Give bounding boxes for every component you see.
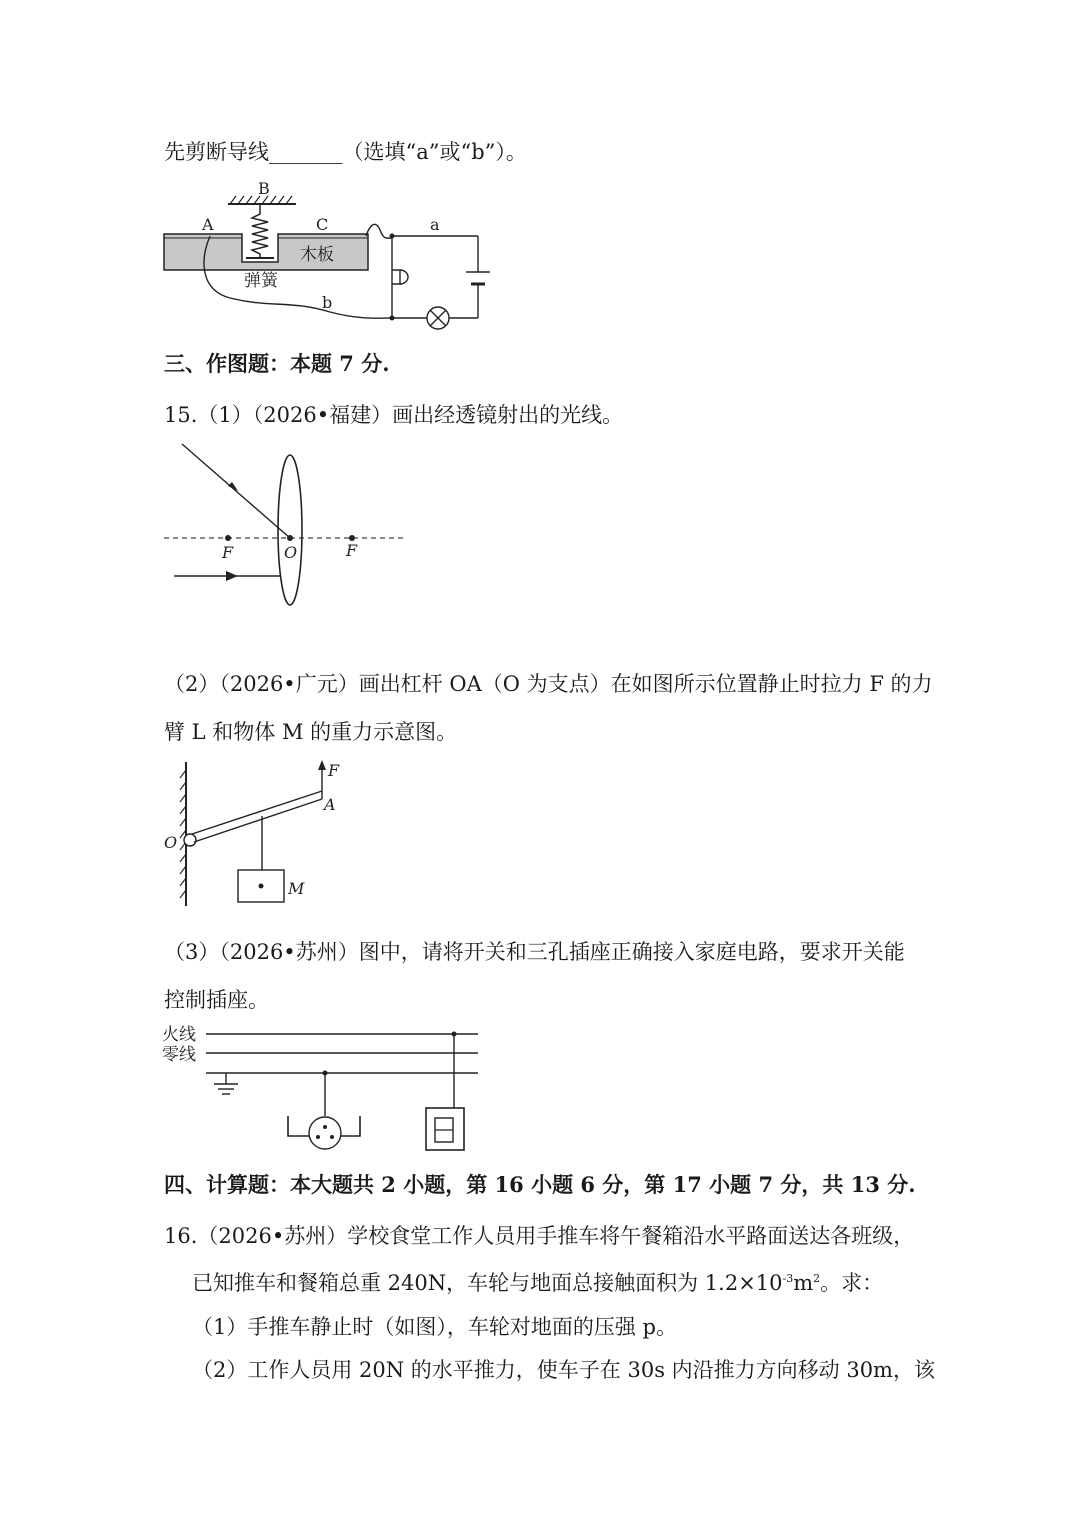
q16-line1: 16.（2026•苏州）学校食堂工作人员用手推车将午餐箱沿水平路面送达各班级， bbox=[164, 1224, 915, 1248]
label-O: O bbox=[284, 543, 298, 562]
label-F: F bbox=[328, 761, 340, 780]
label-live-wire: 火线 bbox=[162, 1025, 196, 1045]
label-wire-b: b bbox=[322, 293, 333, 312]
label-A: A bbox=[202, 215, 214, 234]
figure-lens bbox=[160, 440, 410, 610]
q14-tail-text: 先剪断导线_______（选填“a”或“b”）。 bbox=[164, 140, 527, 164]
section4-title: 四、计算题：本大题共 2 小题，第 16 小题 6 分，第 17 小题 7 分，共 13 分. bbox=[164, 1172, 916, 1197]
label-C: C bbox=[316, 215, 329, 234]
section3-title: 三、作图题：本题 7 分. bbox=[164, 351, 390, 376]
label-F-left: F bbox=[222, 543, 234, 562]
label-A: A bbox=[324, 795, 336, 814]
label-O: O bbox=[164, 833, 178, 852]
label-F-right: F bbox=[346, 541, 358, 560]
q15-3-line2: 控制插座。 bbox=[164, 988, 269, 1012]
q16-line2-end: 。求： bbox=[820, 1271, 884, 1295]
label-wire-a: a bbox=[430, 215, 440, 234]
q16-line2 bbox=[192, 1269, 883, 1297]
q15-2-line2: 臂 L 和物体 M 的重力示意图。 bbox=[164, 720, 458, 744]
label-spring: 弹簧 bbox=[244, 271, 278, 291]
q16-unit: m bbox=[793, 1271, 814, 1295]
label-wood: 木板 bbox=[300, 245, 334, 265]
label-M: M bbox=[288, 879, 305, 898]
figure-spring-circuit bbox=[160, 180, 500, 340]
q16-sub1: （1）手推车静止时（如图），车轮对地面的压强 p。 bbox=[192, 1315, 677, 1339]
q15-3-line1: （3）（2026•苏州）图中，请将开关和三孔插座正确接入家庭电路，要求开关能 bbox=[164, 940, 905, 964]
q16-unit-exponent: 2 bbox=[813, 1272, 821, 1285]
figure-lever bbox=[160, 758, 350, 913]
figure-household-circuit bbox=[160, 1020, 490, 1155]
q15-1-text: 15.（1）（2026•福建）画出经透镜射出的光线。 bbox=[164, 403, 624, 427]
q16-line2-main: 已知推车和餐箱总重 240N，车轮与地面总接触面积为 1.2×10 bbox=[192, 1271, 783, 1295]
label-neutral-wire: 零线 bbox=[162, 1045, 196, 1065]
label-B: B bbox=[258, 179, 270, 198]
q16-sub2: （2）工作人员用 20N 的水平推力，使车子在 30s 内沿推力方向移动 30m，该 bbox=[192, 1358, 935, 1382]
q16-exponent: -3 bbox=[782, 1272, 794, 1285]
q15-2-line1: （2）（2026•广元）画出杠杆 OA（O 为支点）在如图所示位置静止时拉力 F 的力 bbox=[164, 672, 933, 696]
